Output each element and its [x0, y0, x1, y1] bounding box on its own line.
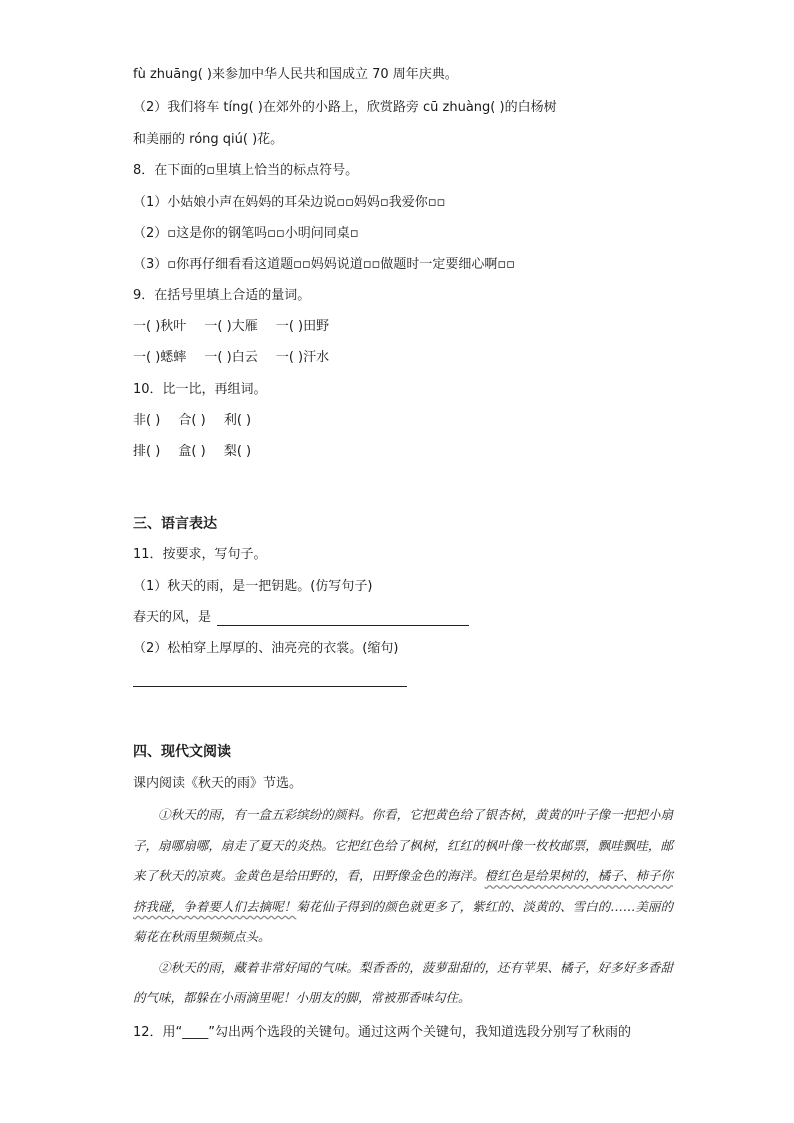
question-9-row-2 — [133, 349, 329, 367]
word-blank: 利( ) — [223, 413, 252, 428]
question-11-item-2: （2）松柏穿上厚厚的、油亮亮的衣裳。(缩句) — [133, 641, 399, 656]
answer-line[interactable] — [217, 625, 469, 626]
reading-intro: 课内阅读《秋天的雨》节选。 — [133, 776, 303, 791]
question-10-title: 10．比一比，再组词。 — [133, 382, 267, 397]
measure-word-blank: 一( )蟋蟀 — [133, 350, 187, 365]
question-8-title: 8．在下面的▫里填上恰当的标点符号。 — [133, 163, 359, 178]
word-blank: 非( ) — [133, 413, 161, 428]
pinyin-line-1: fù zhuāng( )来参加中华人民共和国成立 70 周年庆典。 — [133, 67, 458, 82]
reading-passage — [133, 800, 673, 1014]
question-11-item-1-prompt: 春天的风，是 — [133, 610, 212, 625]
word-blank: 排( ) — [133, 444, 161, 459]
pinyin-line-2: （2）我们将车 tíng( )在郊外的小路上，欣赏路旁 cū zhuàng( )的白杨树 — [133, 100, 557, 115]
question-8-item-1: （1）小姑娘小声在妈妈的耳朵边说▫▫妈妈▫我爱你▫▫ — [133, 195, 446, 210]
measure-word-blank: 一( )大雁 — [204, 319, 258, 334]
word-blank: 盒( ) — [178, 444, 206, 459]
measure-word-blank: 一( )汗水 — [275, 350, 330, 365]
question-12-title: 12．用“____”勾出两个选段的关键句。通过这两个关键句，我知道选段分别写了秋雨的 — [133, 1025, 632, 1040]
section-3-heading: 三、语言表达 — [133, 516, 217, 532]
measure-word-blank: 一( )白云 — [204, 350, 258, 365]
question-11-item-1: （1）秋天的雨，是一把钥匙。(仿写句子) — [133, 579, 373, 594]
question-8-item-3: （3）▫你再仔细看看这道题▫▫妈妈说道▫▫做题时一定要细心啊▫▫ — [133, 257, 515, 272]
question-9-row-1 — [133, 318, 329, 336]
measure-word-blank: 一( )田野 — [275, 319, 330, 334]
measure-word-blank: 一( )秋叶 — [133, 319, 187, 334]
question-9-title: 9．在括号里填上合适的量词。 — [133, 288, 311, 303]
pinyin-line-3: 和美丽的 róng qiú( )花。 — [133, 132, 284, 147]
key-sentence-underlined: 橙红色是给果树的，橘子、柿子你挤我碰，争着要人们去摘呢！ — [133, 868, 673, 914]
question-10-row-2 — [133, 443, 251, 461]
word-blank: 梨( ) — [223, 444, 252, 459]
question-8-item-2: （2）▫这是你的钢笔吗▫▫小明问同桌▫ — [133, 226, 359, 241]
section-4-heading: 四、现代文阅读 — [133, 744, 231, 760]
question-11-title: 11．按要求，写句子。 — [133, 547, 267, 562]
answer-line[interactable] — [133, 686, 407, 687]
passage-paragraph-1: ①秋天的雨，有一盒五彩缤纷的颜料。你看，它把黄色给了银杏树，黄黄的叶子像一把把小扇子，扇哪扇哪，扇走了夏天的炎热。它把红色给了枫树，红红的枫叶像一枚枚邮票，飘哇飘哇，邮来了秋天的凉爽。金黄色是给田野的，看，田野像金色的海洋。橙红色是给果树的，橘子、柿子你挤我碰，争着要人们去摘呢！菊花仙子得到的颜色就更多了，紫红的、淡黄的、雪白的……美丽的菊花在秋雨里频频点头。 — [133, 807, 673, 944]
word-blank: 合( ) — [178, 413, 206, 428]
question-10-row-1 — [133, 412, 251, 430]
passage-paragraph-2: ②秋天的雨，藏着非常好闻的气味。梨香香的，菠萝甜甜的，还有苹果、橘子，好多好多香甜的气味，都躲在小雨滴里呢！小朋友的脚，常被那香味勾住。 — [133, 959, 673, 1005]
